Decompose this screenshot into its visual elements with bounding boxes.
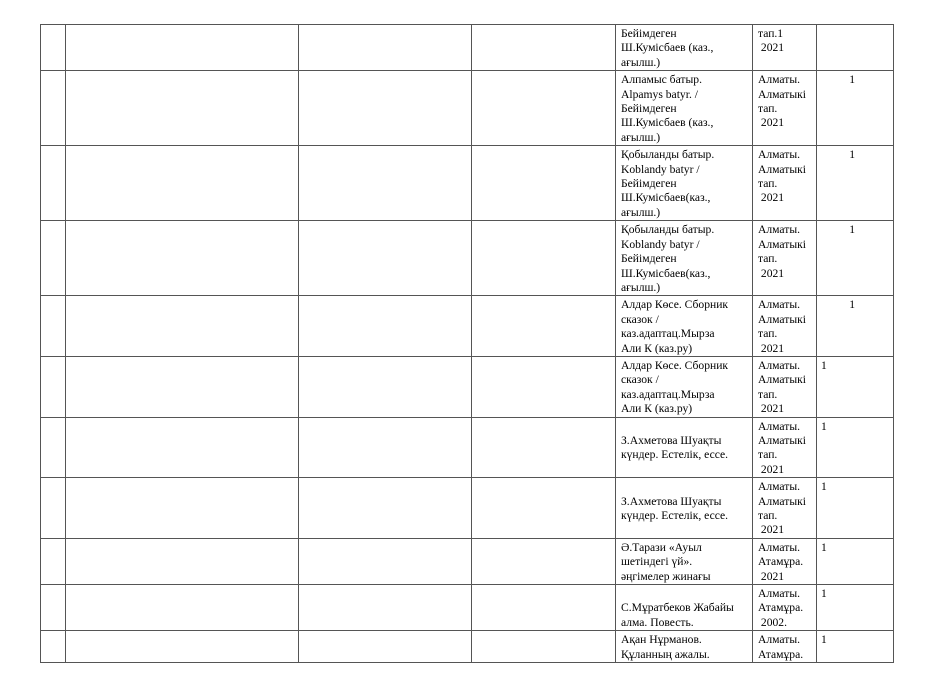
empty-cell [66,417,299,478]
book-title-line: Али К (каз.ру) [621,402,693,416]
book-title-line: Алпамыс батыр. [621,73,702,87]
copies-count-cell [817,356,894,417]
empty-cell [299,296,472,357]
table-row [41,478,894,539]
book-title-cell [616,417,753,478]
publisher-line: тап. [758,252,778,266]
table-row [41,631,894,663]
book-title-line: ағылш.) [621,55,661,69]
publisher-line: тап. [758,327,778,341]
copies-count-cell [817,146,894,221]
empty-cell [472,296,616,357]
publisher-line: Алматыкі [758,162,806,176]
book-title-line: Али К (каз.ру) [621,341,693,355]
table-row [41,417,894,478]
number-cell [41,631,66,663]
publisher-line: 2021 [758,402,785,416]
publisher-line: тап. [758,448,778,462]
copies-count-cell [817,631,894,663]
book-title-line: Ш.Кумісбаев (каз., [621,116,714,130]
book-title-line: каз.адаптац.Мырза [621,327,715,341]
empty-cell [299,478,472,539]
publisher-line: 2021 [758,523,785,537]
publisher-cell [753,221,817,296]
publisher-line: 2021 [758,191,785,205]
table-body [41,25,894,663]
book-title-line: алма. Повесть. [621,615,694,629]
copies-count-cell [817,71,894,146]
empty-cell [66,356,299,417]
empty-cell [66,221,299,296]
empty-cell [299,221,472,296]
book-title-line: Koblandy batyr / [621,237,700,251]
publisher-line: Алматыкі [758,237,806,251]
book-title-line: Қобыланды батыр. [621,223,715,237]
empty-cell [66,71,299,146]
number-cell [41,146,66,221]
publisher-line: Алматы. [758,540,801,554]
number-cell [41,25,66,71]
publisher-cell [753,478,817,539]
empty-cell [66,296,299,357]
publisher-line: тап.1 [758,27,784,40]
book-title-line: сказок / [621,373,659,387]
publisher-line: Атамұра. [758,647,804,661]
empty-cell [299,417,472,478]
book-title-cell [616,478,753,539]
publisher-line: тап. [758,509,778,522]
book-title-cell [616,631,753,663]
publisher-line: Алматыкі [758,312,806,326]
number-cell [41,585,66,631]
empty-cell [66,478,299,539]
book-title-line: Қобыланды батыр. [621,148,715,162]
publisher-line: Алматы. [758,73,801,87]
copies-count: 1 [821,480,827,494]
publisher-cell [753,417,817,478]
table-row [41,538,894,584]
empty-cell [299,356,472,417]
book-title-cell [616,71,753,146]
copies-count: 1 [821,419,827,433]
publisher-line: Алматы. [758,358,801,372]
book-title-line: Бейімдеген [621,252,677,266]
publisher-line: 2021 [758,41,785,55]
empty-cell [472,538,616,584]
empty-cell [299,585,472,631]
publisher-line: Алматы. [758,587,801,601]
copies-count: 1 [849,223,855,237]
book-title-cell [616,146,753,221]
copies-count: 1 [849,73,855,87]
publisher-line: 2002. [758,615,787,629]
book-title-line: ағылш.) [621,280,661,294]
publisher-line: 2021 [758,116,785,130]
book-title-line: З.Ахметова Шуақты [621,433,722,447]
book-title-line: әңгімелер жинағы [621,569,711,583]
publisher-line: тап. [758,387,778,401]
publisher-cell [753,296,817,357]
empty-cell [66,631,299,663]
number-cell [41,478,66,539]
empty-cell [472,356,616,417]
book-title-line: шетіндегі үй». [621,555,693,569]
number-cell [41,417,66,478]
table-row [41,25,894,71]
publisher-cell [753,25,817,71]
book-title-line: Алдар Көсе. Сборник [621,298,729,312]
book-title-line: ағылш.) [621,205,661,219]
book-title-line: З.Ахметова Шуақты [621,494,722,508]
book-title-line: Ш.Кумісбаев(каз., [621,191,711,205]
publisher-line: Алматы. [758,419,801,433]
empty-cell [299,631,472,663]
book-title-cell [616,356,753,417]
book-title-cell [616,25,753,71]
copies-count-cell [817,538,894,584]
number-cell [41,71,66,146]
empty-cell [472,25,616,71]
book-title-line: Ш.Кумісбаев (каз., [621,41,714,55]
table-row [41,221,894,296]
book-title-line: Алдар Көсе. Сборник [621,358,729,372]
publisher-line: Алматыкі [758,494,806,508]
publisher-line: Алматыкі [758,433,806,447]
table-row [41,356,894,417]
book-title-cell [616,585,753,631]
publisher-cell [753,71,817,146]
publisher-cell [753,146,817,221]
table-row [41,146,894,221]
publisher-cell [753,538,817,584]
book-list-table [40,24,894,663]
empty-cell [66,538,299,584]
book-title-cell [616,538,753,584]
empty-cell [66,25,299,71]
copies-count: 1 [821,358,827,372]
publisher-line: Алматы. [758,223,801,237]
table-row [41,296,894,357]
book-title-line: Бейімдеген [621,177,677,191]
book-title-line: Бейімдеген [621,102,677,116]
empty-cell [472,631,616,663]
empty-cell [66,146,299,221]
empty-cell [472,71,616,146]
book-title-line: Koblandy batyr / [621,162,700,176]
publisher-cell [753,356,817,417]
empty-cell [299,25,472,71]
publisher-line: Алматы. [758,633,801,647]
publisher-line: тап. [758,102,778,116]
publisher-line: Алматы. [758,480,801,494]
book-title-line: Ақан Нұрманов. [621,633,702,647]
empty-cell [299,146,472,221]
book-title-line: Ә.Тарази «Ауыл [621,540,702,554]
book-title-line: ағылш.) [621,130,661,144]
book-title-cell [616,221,753,296]
copies-count-cell [817,25,894,71]
number-cell [41,356,66,417]
book-title-line: сказок / [621,312,659,326]
empty-cell [66,585,299,631]
publisher-line: Алматы. [758,298,801,312]
book-title-line: Alpamys batyr. / [621,87,698,101]
number-cell [41,296,66,357]
book-title-line: С.Мұратбеков Жабайы [621,601,734,615]
copies-count: 1 [849,148,855,162]
empty-cell [472,146,616,221]
copies-count: 1 [849,298,855,312]
empty-cell [299,71,472,146]
publisher-line: Алматыкі [758,373,806,387]
publisher-line: 2021 [758,462,785,476]
publisher-cell [753,585,817,631]
publisher-line: 2021 [758,266,785,280]
book-title-line: Бейімдеген [621,27,677,40]
book-title-line: каз.адаптац.Мырза [621,387,715,401]
empty-cell [472,221,616,296]
number-cell [41,221,66,296]
empty-cell [299,538,472,584]
publisher-line: Алматы. [758,148,801,162]
book-title-line: Құланның ажалы. [621,647,710,661]
publisher-line: 2021 [758,569,785,583]
publisher-line: тап. [758,177,778,191]
book-title-line: күндер. Естелік, ессе. [621,509,729,522]
book-title-line: күндер. Естелік, ессе. [621,448,729,462]
publisher-line: Алматыкі [758,87,806,101]
copies-count-cell [817,585,894,631]
copies-count: 1 [821,633,827,647]
copies-count-cell [817,417,894,478]
publisher-line: Атамұра. [758,555,804,569]
number-cell [41,538,66,584]
empty-cell [472,478,616,539]
copies-count: 1 [821,587,827,601]
book-title-line: Ш.Кумісбаев(каз., [621,266,711,280]
book-title-cell [616,296,753,357]
publisher-cell [753,631,817,663]
copies-count-cell [817,221,894,296]
table-row [41,585,894,631]
empty-cell [472,417,616,478]
table-row [41,71,894,146]
publisher-line: Атамұра. [758,601,804,615]
empty-cell [472,585,616,631]
copies-count-cell [817,478,894,539]
copies-count-cell [817,296,894,357]
copies-count: 1 [821,540,827,554]
publisher-line: 2021 [758,341,785,355]
